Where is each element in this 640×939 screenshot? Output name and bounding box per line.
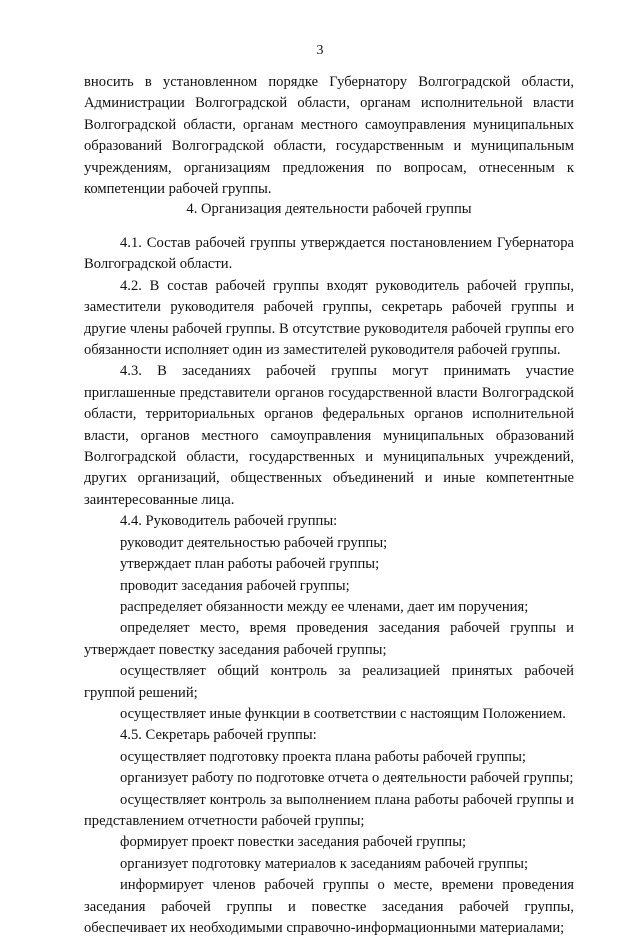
paragraph-block-top xyxy=(84,72,574,200)
list-item: распределяет обязанности между ее членами, дает им поручения; xyxy=(120,598,529,615)
list-item: формирует проект повестки заседания рабочей группы; xyxy=(120,834,467,851)
paragraph-4-5-heading: 4.5. Секретарь рабочей группы: xyxy=(120,727,317,744)
paragraph-block-main xyxy=(84,233,574,939)
list-item: организует работу по подготовке отчета о деятельности рабочей группы; xyxy=(120,770,574,787)
list-item: осуществляет иные функции в соответствии с настоящим Положением. xyxy=(120,705,566,722)
section-heading: 4. Организация деятельности рабочей группы xyxy=(186,201,472,217)
paragraph: вносить в установленном порядке Губернатору Волгоградской области, Администрации Волгоградской области, органам исполнительной власти Волгоградской области, органам местного самоуправления муниципальных образований Волгоградской области, государственным и муниципальным учреждениям, организациям предложения по вопросам, отнесенным к компетенции рабочей группы. xyxy=(84,74,574,198)
paragraph-4-2: 4.2. В состав рабочей группы входят руководитель рабочей группы, заместители руководителя рабочей группы, секретарь рабочей группы и другие члены рабочей группы. В отсутствие руководителя рабочей группы его обязанности исполняет один из заместителей руководителя рабочей группы. xyxy=(84,277,574,359)
list-item: организует подготовку материалов к заседаниям рабочей группы; xyxy=(120,855,529,872)
list-item: осуществляет контроль за выполнением плана работы рабочей группы и представлением отчетности рабочей группы; xyxy=(84,791,574,829)
list-item: определяет место, время проведения заседания рабочей группы и утверждает повестку заседания рабочей группы; xyxy=(84,620,574,658)
paragraph-4-3: 4.3. В заседаниях рабочей группы могут принимать участие приглашенные представители органов государственной власти Волгоградской области, территориальных органов федеральных органов исполнительной власти, органов местного самоуправления муниципальных образований Волгоградской области, государственных и муниципальных учреждений, других организаций, общественных объединений и иные компетентные заинтересованные лица. xyxy=(84,363,574,508)
list-item: проводит заседания рабочей группы; xyxy=(120,577,350,594)
list-item: информирует членов рабочей группы о месте, времени проведения заседания рабочей группы и повестке заседания рабочей группы, обеспечивает их необходимыми справочно-информационными материалами; xyxy=(84,877,574,936)
list-item: осуществляет общий контроль за реализацией принятых рабочей группой решений; xyxy=(84,663,574,701)
paragraph-4-1: 4.1. Состав рабочей группы утверждается постановлением Губернатора Волгоградской области. xyxy=(84,235,574,273)
list-item: осуществляет подготовку проекта плана работы рабочей группы; xyxy=(120,748,526,765)
page-number: 3 xyxy=(316,43,324,58)
list-item: руководит деятельностью рабочей группы; xyxy=(120,534,388,551)
paragraph-4-4-heading: 4.4. Руководитель рабочей группы: xyxy=(120,513,338,530)
list-item: утверждает план работы рабочей группы; xyxy=(120,556,380,573)
